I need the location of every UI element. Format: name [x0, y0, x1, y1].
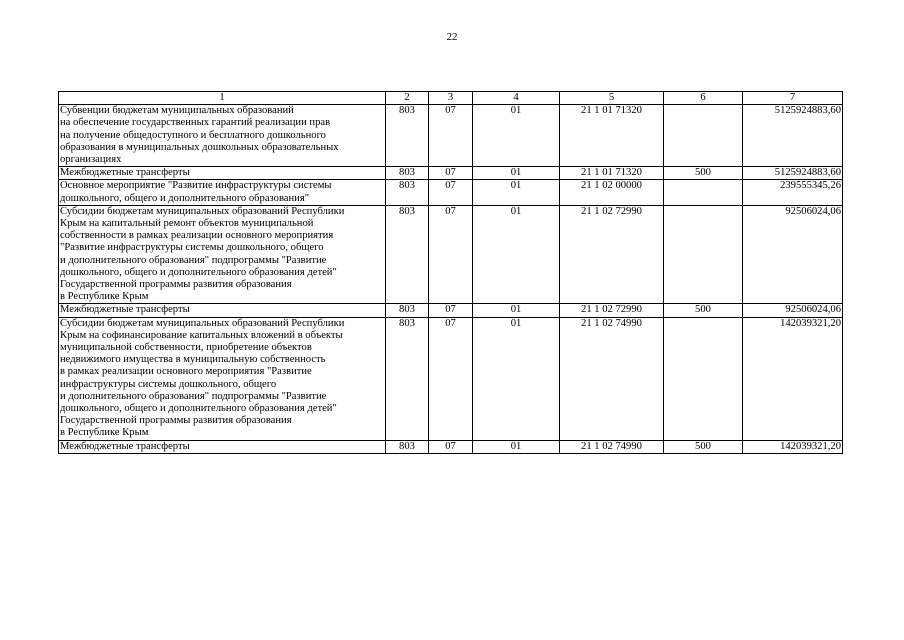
row-grbs-code: 803 — [386, 304, 429, 317]
row-target-article-code: 21 1 02 74990 — [560, 440, 664, 453]
table-row — [59, 180, 843, 205]
column-header: 3 — [429, 92, 473, 105]
row-section-code: 07 — [429, 180, 473, 205]
row-amount: 142039321,20 — [743, 440, 843, 453]
row-expense-type-code: 500 — [664, 167, 743, 180]
row-description: Субсидии бюджетам муниципальных образований Республики Крым на капитальный ремонт объектов муниципальной собственности в рамках реализации основного мероприятия "Развитие инфраструктуры системы дошкольного, общего и дополнительного образования" подпрограммы "Развитие дошкольного, общего и дополнительного образования детей" Государственной программы развития образования в Республике Крым — [59, 205, 386, 304]
row-section-code: 07 — [429, 440, 473, 453]
row-subsection-code: 01 — [473, 304, 560, 317]
table-row — [59, 304, 843, 317]
row-grbs-code: 803 — [386, 180, 429, 205]
row-expense-type-code — [664, 105, 743, 167]
row-description: Основное мероприятие "Развитие инфраструктуры системы дошкольного, общего и дополнительного образования" — [59, 180, 386, 205]
row-subsection-code: 01 — [473, 167, 560, 180]
row-subsection-code: 01 — [473, 317, 560, 440]
row-expense-type-code — [664, 205, 743, 304]
table-row — [59, 440, 843, 453]
row-grbs-code: 803 — [386, 105, 429, 167]
row-amount: 92506024,06 — [743, 304, 843, 317]
row-section-code: 07 — [429, 317, 473, 440]
row-expense-type-code: 500 — [664, 304, 743, 317]
row-target-article-code: 21 1 02 00000 — [560, 180, 664, 205]
column-header: 7 — [743, 92, 843, 105]
row-description: Межбюджетные трансферты — [59, 440, 386, 453]
row-description: Субвенции бюджетам муниципальных образований на обеспечение государственных гарантий реализации прав на получение общедоступного и бесплатного дошкольного образования в муниципальных дошкольных образовательных организациях — [59, 105, 386, 167]
row-grbs-code: 803 — [386, 205, 429, 304]
table-header-row — [59, 92, 843, 105]
row-target-article-code: 21 1 01 71320 — [560, 167, 664, 180]
row-target-article-code: 21 1 02 72990 — [560, 205, 664, 304]
row-description: Субсидии бюджетам муниципальных образований Республики Крым на софинансирование капитальных вложений в объекты муниципальной собственности, приобретение объектов недвижимого имущества в муниципальную собственность в рамках реализации основного мероприятия "Развитие инфраструктуры системы дошкольного, общего и дополнительного образования" подпрограммы "Развитие дошкольного, общего и дополнительного образования детей" Государственной программы развития образования в Республике Крым — [59, 317, 386, 440]
row-grbs-code: 803 — [386, 317, 429, 440]
column-header: 1 — [59, 92, 386, 105]
row-expense-type-code — [664, 317, 743, 440]
row-subsection-code: 01 — [473, 180, 560, 205]
table-row — [59, 317, 843, 440]
column-header: 6 — [664, 92, 743, 105]
row-section-code: 07 — [429, 304, 473, 317]
row-target-article-code: 21 1 02 74990 — [560, 317, 664, 440]
column-header: 4 — [473, 92, 560, 105]
row-section-code: 07 — [429, 167, 473, 180]
row-subsection-code: 01 — [473, 440, 560, 453]
budget-table — [58, 91, 843, 454]
row-amount: 142039321,20 — [743, 317, 843, 440]
row-description: Межбюджетные трансферты — [59, 304, 386, 317]
table-row — [59, 105, 843, 167]
row-target-article-code: 21 1 01 71320 — [560, 105, 664, 167]
row-amount: 92506024,06 — [743, 205, 843, 304]
row-subsection-code: 01 — [473, 205, 560, 304]
column-header: 5 — [560, 92, 664, 105]
row-amount: 5125924883,60 — [743, 167, 843, 180]
row-amount: 5125924883,60 — [743, 105, 843, 167]
row-grbs-code: 803 — [386, 167, 429, 180]
row-section-code: 07 — [429, 105, 473, 167]
row-expense-type-code: 500 — [664, 440, 743, 453]
row-grbs-code: 803 — [386, 440, 429, 453]
row-expense-type-code — [664, 180, 743, 205]
table-row — [59, 167, 843, 180]
row-subsection-code: 01 — [473, 105, 560, 167]
row-target-article-code: 21 1 02 72990 — [560, 304, 664, 317]
table-row — [59, 205, 843, 304]
page-number: 22 — [446, 31, 458, 43]
row-description: Межбюджетные трансферты — [59, 167, 386, 180]
row-section-code: 07 — [429, 205, 473, 304]
row-amount: 239555345,26 — [743, 180, 843, 205]
column-header: 2 — [386, 92, 429, 105]
